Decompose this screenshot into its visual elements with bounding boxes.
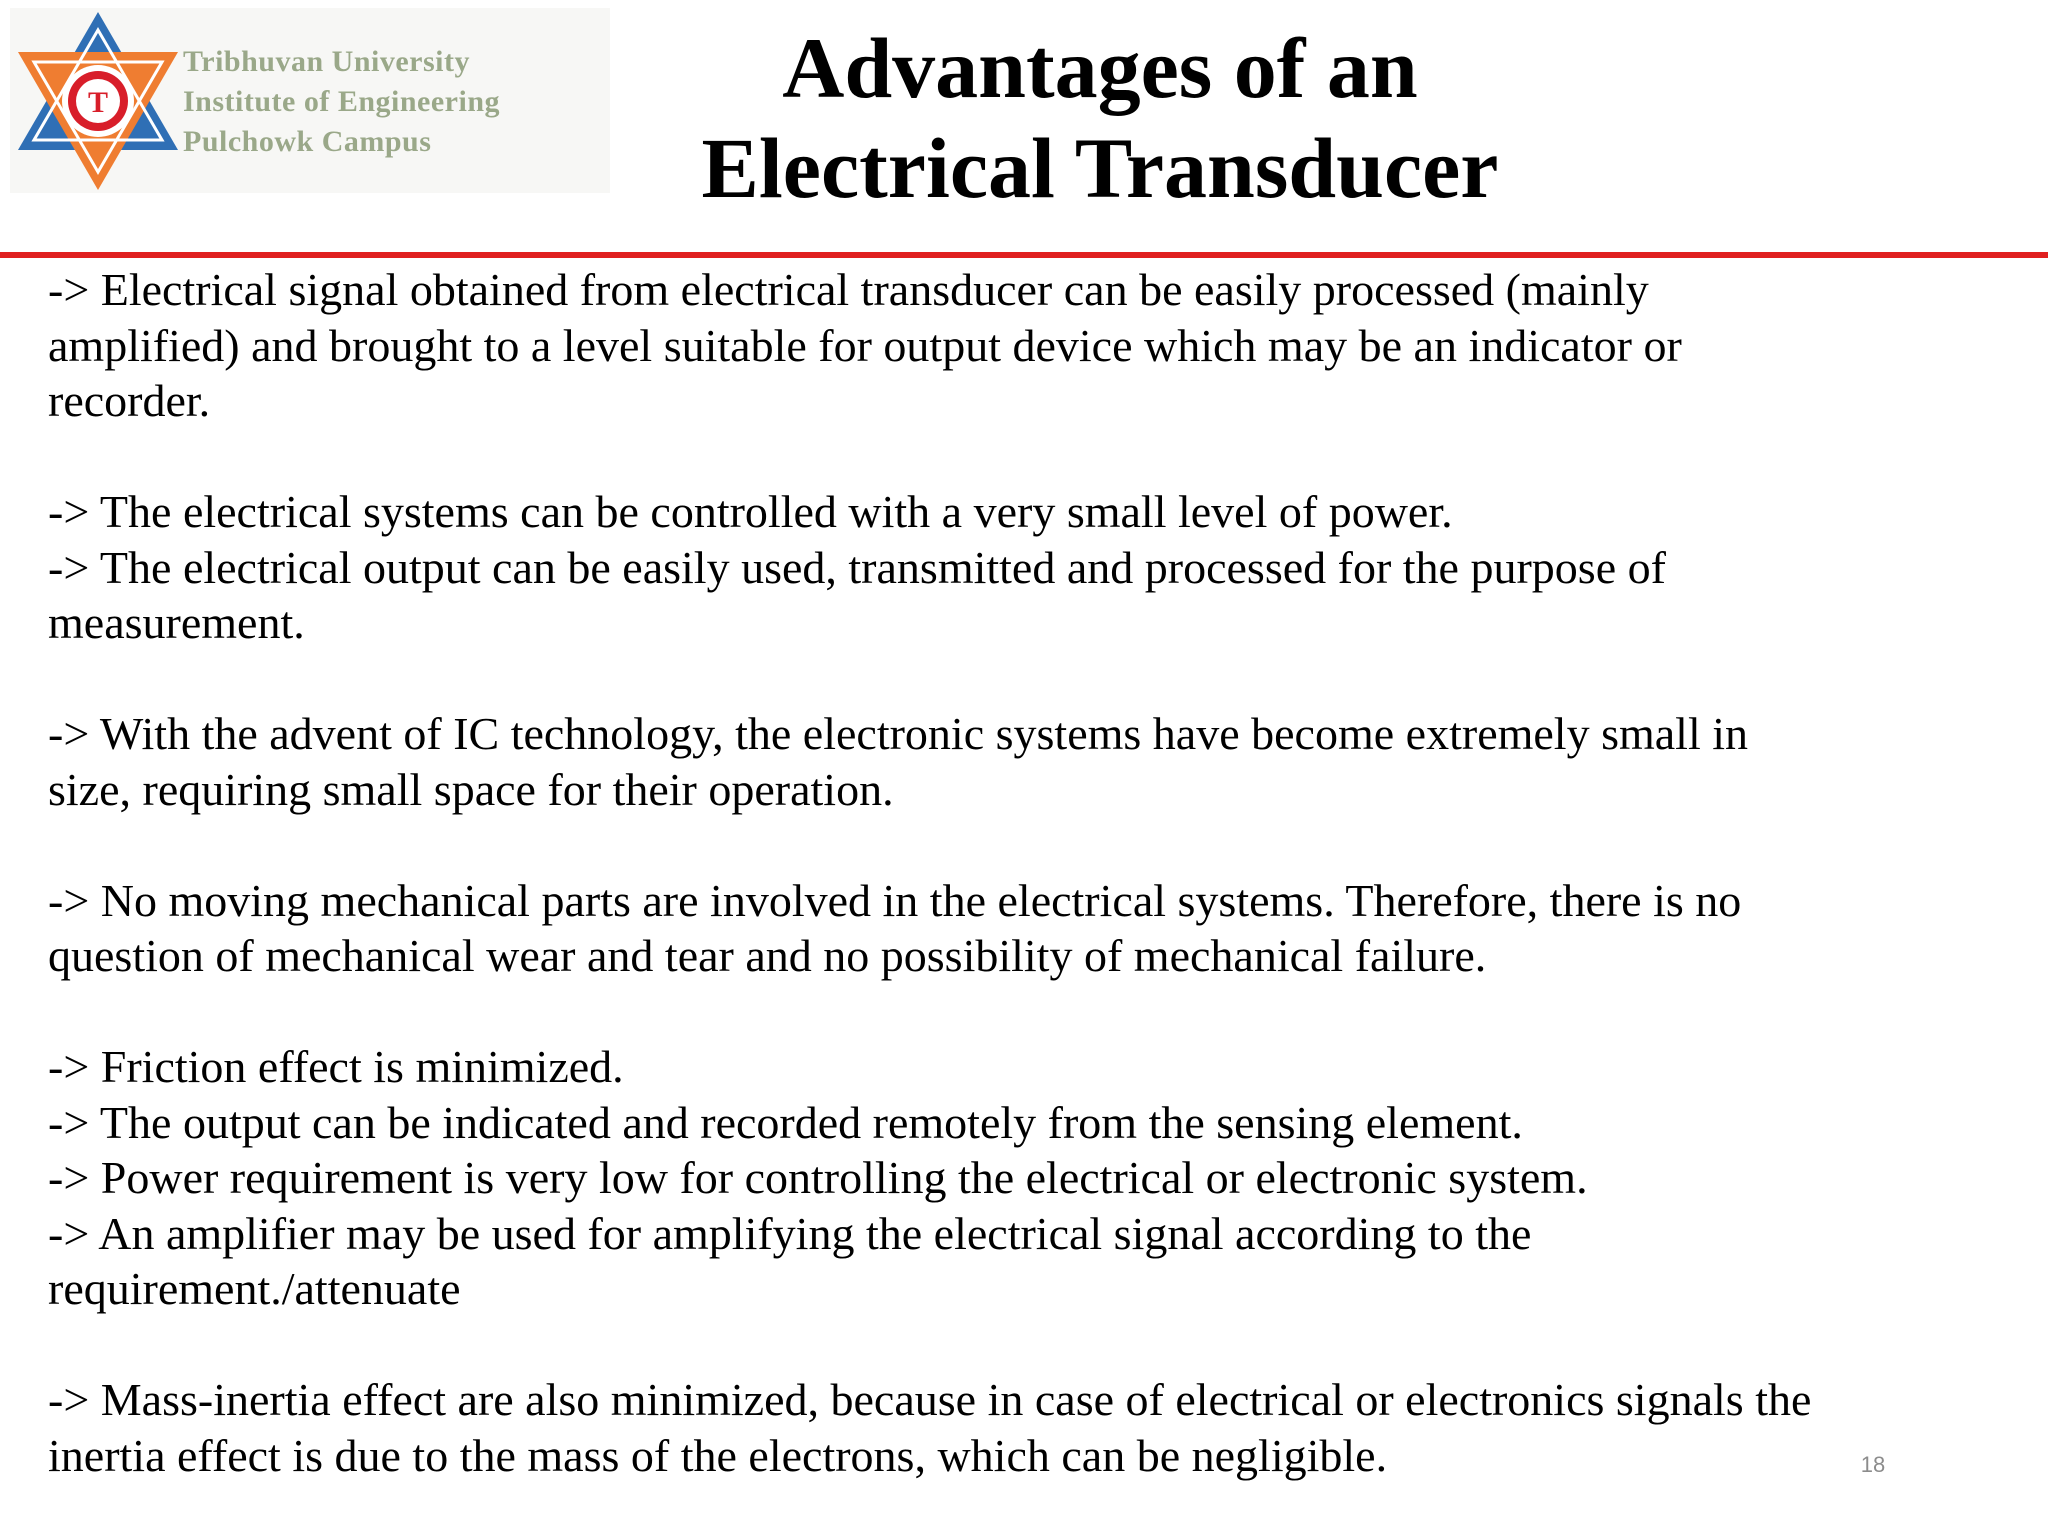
text-line: question of mechanical wear and tear and no possibility of mechanical failure. [48, 930, 1487, 981]
text-line: -> The output can be indicated and recorded remotely from the sensing element. [48, 1096, 1523, 1148]
text-line: -> The electrical output can be easily used, transmitted and processed for the purpose of [48, 541, 1666, 593]
svg-text:T: T [87, 86, 109, 119]
text-line: -> Friction effect is minimized. [48, 1041, 624, 1092]
text-line: -> Electrical signal obtained from electrical transducer can be easily processed (mainly [48, 264, 1649, 315]
slide-title-line-1: Advantages of an [782, 20, 1418, 116]
institution-line-3: Pulchowk Campus [183, 125, 432, 158]
paragraph [48, 484, 2028, 651]
text-line: recorder. [48, 375, 211, 426]
slide-body [48, 262, 2028, 1539]
paragraph [48, 1039, 2028, 1317]
institution-name [183, 42, 500, 162]
paragraph [48, 1372, 2028, 1483]
slide-title [600, 18, 1600, 218]
institution-logo [10, 8, 610, 193]
text-line: -> With the advent of IC technology, the electronic systems have become extremely small in [48, 708, 1749, 759]
paragraph [48, 262, 2028, 429]
header-divider [0, 252, 2048, 258]
text-line: -> An amplifier may be used for amplifying the electrical signal according to the [48, 1207, 1532, 1259]
paragraph [48, 706, 2028, 817]
text-line: inertia effect is due to the mass of the electrons, which can be negligible. [48, 1429, 1388, 1481]
institution-line-1: Tribhuvan University [183, 45, 470, 78]
text-line: -> Power requirement is very low for controlling the electrical or electronic system. [48, 1152, 1588, 1203]
page-number: 18 [1860, 1452, 1886, 1477]
text-line: measurement. [48, 597, 305, 648]
text-line: -> The electrical systems can be controlled with a very small level of power. [48, 486, 1453, 537]
slide-title-line-2: Electrical Transducer [701, 120, 1499, 216]
university-emblem-icon [12, 8, 184, 193]
institution-line-2: Institute of Engineering [183, 85, 501, 118]
text-line: amplified) and brought to a level suitable for output device which may be an indicator or [48, 319, 1682, 371]
text-line: -> Mass-inertia effect are also minimized, because in case of electrical or electronics signals the [48, 1374, 1812, 1425]
paragraph [48, 873, 2028, 984]
text-line: requirement./attenuate [48, 1263, 461, 1314]
text-line: -> No moving mechanical parts are involved in the electrical systems. Therefore, there is no [48, 874, 1742, 926]
text-line: size, requiring small space for their operation. [48, 763, 894, 815]
